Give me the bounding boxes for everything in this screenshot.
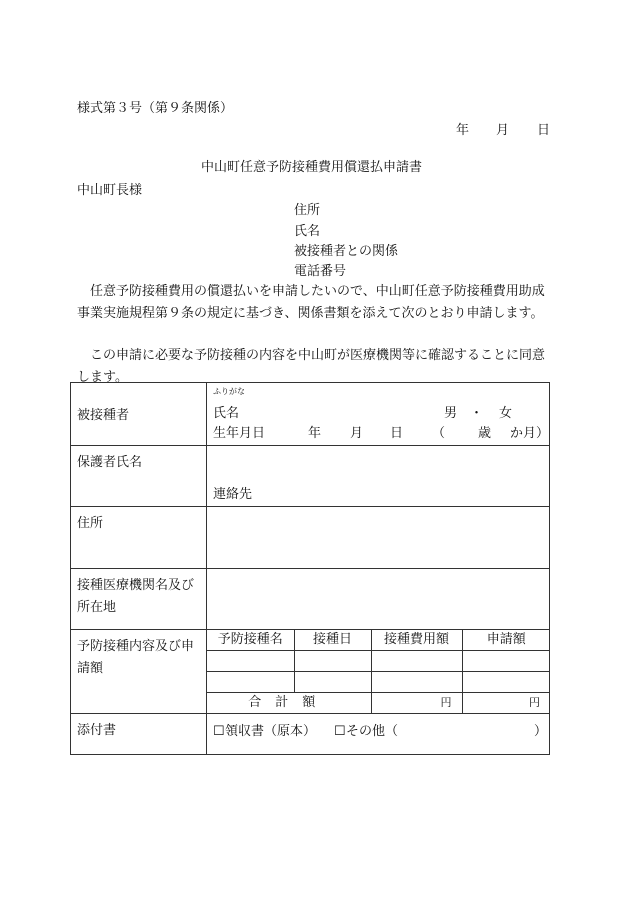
guardian-label-text: 保護者氏名 [77,455,143,470]
age-months: か月） [510,426,550,441]
form-number: 様式第３号（第９条関係） [77,101,234,116]
entry-cell[interactable] [462,651,550,672]
birth-day: 日 [390,426,404,441]
total-label [207,693,371,714]
addressee: 中山町長様 [77,183,143,198]
applicant-address-label: 住所 [294,203,321,218]
birthdate-label: 生年月日 [213,426,266,441]
gender-male[interactable]: 男 [444,406,458,421]
entry-cell[interactable] [294,672,371,693]
application-paragraph: 任意予防接種費用の償還払いを申請したいので、中山町任意予防接種費用助成事業実施規程第９条の規定に基づき、関係書類を添えて次のとおり申請します。 [77,284,545,321]
vaccination-label [71,630,207,714]
attachments-cell [207,714,550,755]
total-claim[interactable] [462,693,550,714]
receipt-checkbox[interactable]: ☐ [213,724,225,739]
vaccination-cell [207,630,550,714]
recipient-label [71,383,207,446]
institution-cell[interactable] [207,569,550,630]
address-label-text: 住所 [77,516,104,531]
date-month: 月 [496,123,510,138]
guardian-row [71,446,550,507]
other-close-paren: ） [534,724,548,739]
vaccination-row [71,630,550,714]
recipient-row [71,383,550,446]
birth-month: 月 [350,426,364,441]
institution-row [71,569,550,630]
entry-cell[interactable] [462,672,550,693]
recipient-label-text: 被接種者 [77,408,130,423]
furigana-label: ふりがな [213,387,245,396]
vaccination-entry-row [207,672,550,693]
vaccination-label-text: 予防接種内容及び申請額 [77,639,195,676]
vaccination-header-row [207,630,550,651]
applicant-name-label: 氏名 [294,224,321,239]
entry-cell[interactable] [207,672,294,693]
attachments-label-text: 添付書 [77,723,117,738]
date-year: 年 [456,123,470,138]
consent-paragraph: この申請に必要な予防接種の内容を中山町が医療機関等に確認することに同意します。 [77,348,546,385]
attachments-row [71,714,550,755]
col-vaccine-name: 予防接種名 [207,630,294,651]
entry-cell[interactable] [371,651,462,672]
receipt-label: 領収書（原本） [225,724,317,739]
recipient-cell[interactable] [207,383,550,446]
col-claim-amount: 申請額 [462,630,550,651]
entry-cell[interactable] [371,672,462,693]
entry-cell[interactable] [207,651,294,672]
col-vaccination-cost: 接種費用額 [371,630,462,651]
age-paren-open: （ [432,426,446,441]
gender-female[interactable]: 女 [499,406,513,421]
page-title: 中山町任意予防接種費用償還払申請書 [201,160,423,175]
total-claim-yen: 円 [529,696,540,709]
vaccination-entry-row [207,651,550,672]
applicant-relation-label: 被接種者との関係 [294,244,399,259]
vaccination-table [207,630,550,713]
institution-label [71,569,207,630]
address-label [71,507,207,569]
total-cost[interactable] [371,693,462,714]
col-vaccination-date: 接種日 [294,630,371,651]
address-row [71,507,550,569]
gender-separator: ・ [470,406,484,421]
name-label: 氏名 [213,406,240,421]
institution-label-text: 接種医療機関名及び所在地 [77,578,195,615]
guardian-label [71,446,207,507]
age-years: 歳 [478,426,492,441]
attachments-label [71,714,207,755]
birth-year: 年 [308,426,322,441]
vaccination-total-row [207,693,550,714]
contact-label: 連絡先 [213,487,253,502]
date-day: 日 [537,123,551,138]
entry-cell[interactable] [294,651,371,672]
other-checkbox[interactable]: ☐ [334,724,346,739]
guardian-cell[interactable] [207,446,550,507]
applicant-phone-label: 電話番号 [294,264,347,279]
application-table [70,382,550,755]
other-label: その他（ [346,724,399,739]
total-label-text: 合計額 [248,695,330,710]
total-cost-yen: 円 [440,696,452,709]
address-cell[interactable] [207,507,550,569]
